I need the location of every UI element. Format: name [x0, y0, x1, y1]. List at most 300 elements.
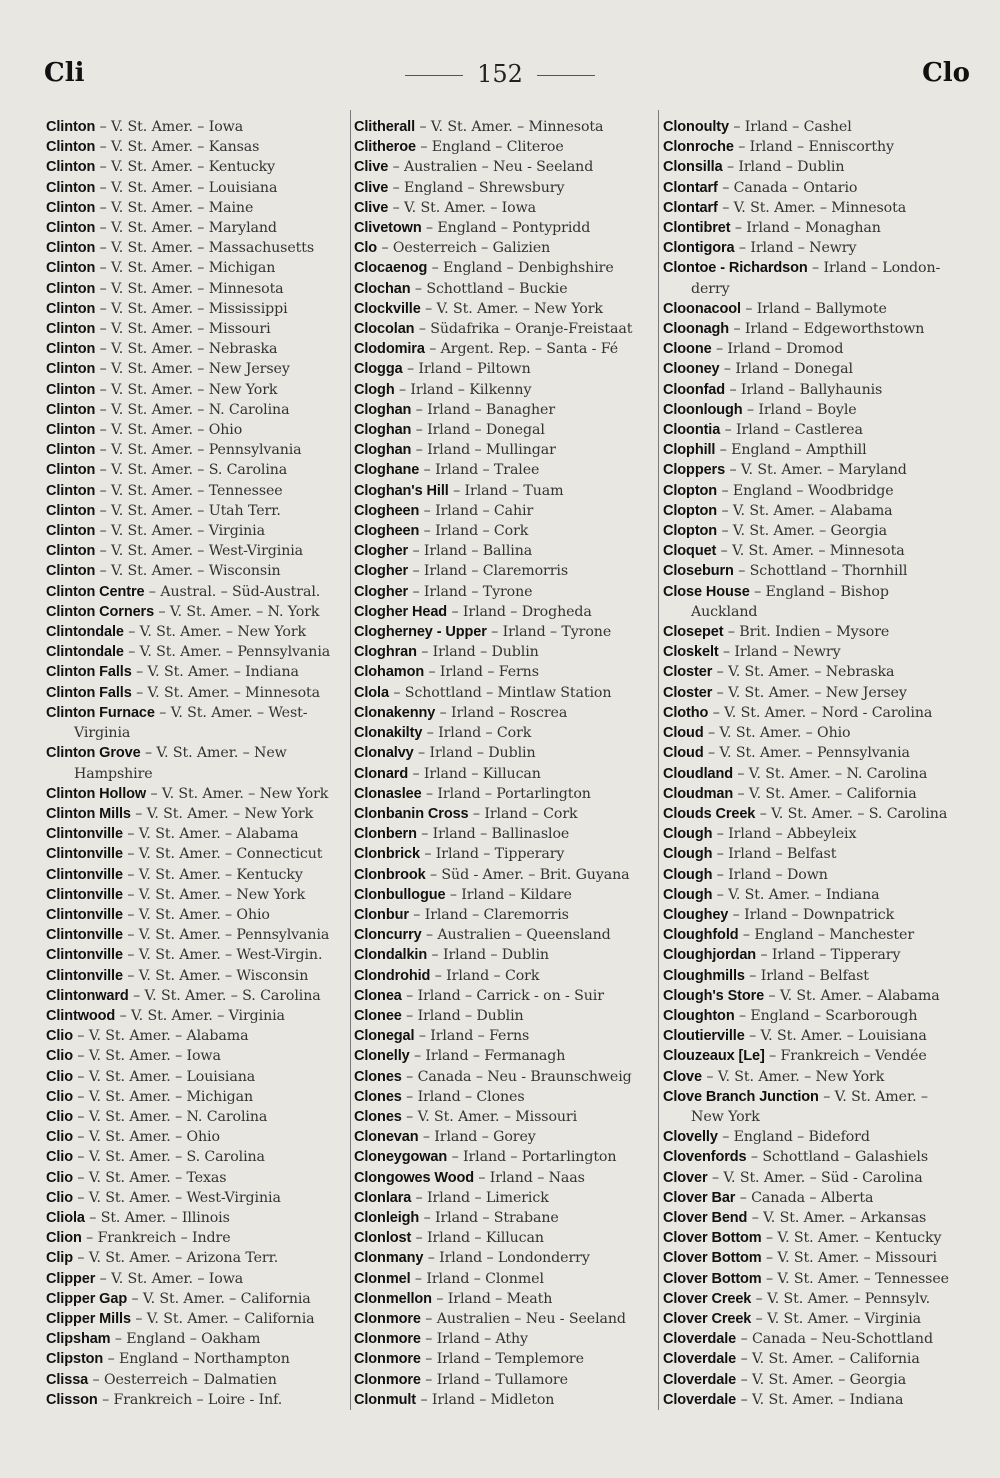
gazetteer-entry	[354, 117, 662, 137]
place-name: Clopton	[663, 502, 718, 519]
place-location: – England – Bishop	[749, 583, 889, 600]
place-location: – Irland – Cahir	[419, 502, 534, 519]
gazetteer-entry	[46, 1168, 354, 1188]
place-location: – V. St. Amer. – West-Virgin.	[122, 947, 323, 964]
gazetteer-entry	[46, 986, 354, 1006]
place-location: – Irland – Tralee	[419, 462, 540, 479]
gazetteer-entry	[354, 1026, 662, 1046]
place-name: Clough	[663, 886, 713, 903]
place-location: – V. St. Amer. – Arizona Terr.	[73, 1250, 279, 1267]
place-location: – Irland – Naas	[473, 1169, 585, 1186]
place-name: Cloghan	[354, 442, 412, 459]
place-name: Clonea	[354, 987, 402, 1004]
place-name: Cloonlough	[663, 401, 743, 418]
place-name: Clio	[46, 1048, 73, 1065]
place-name: Clontarf	[663, 199, 718, 216]
gazetteer-entry	[46, 440, 354, 460]
place-location: – V. St. Amer. – Kentucky	[761, 1230, 942, 1247]
place-name: Clonbanin Cross	[354, 805, 469, 822]
place-location: – V. St. Amer. – Iowa	[95, 119, 244, 135]
place-location: – V. St. Amer. – Maine	[95, 199, 254, 216]
place-location: – Australien – Neu - Seeland	[420, 1310, 626, 1327]
gazetteer-entry	[663, 1147, 971, 1167]
gazetteer-entry	[663, 764, 971, 784]
place-name: Clocolan	[354, 321, 415, 338]
place-name: Clintonville	[46, 866, 123, 883]
place-name: Clinton	[46, 139, 96, 156]
gazetteer-entry	[46, 1349, 354, 1369]
place-location: – Irland – Cork	[422, 725, 532, 742]
place-name: Clopton	[663, 523, 718, 540]
place-name: Cloppers	[663, 462, 726, 479]
place-location: – V. St. Amer. – Wisconsin	[122, 967, 309, 984]
gazetteer-entry	[46, 1046, 354, 1066]
place-name: Clivetown	[354, 220, 422, 237]
place-location: – Irland – Dublin	[413, 745, 536, 762]
place-name: Clongowes Wood	[354, 1169, 474, 1186]
place-location: – Austral. – Süd-Austral.	[144, 583, 321, 600]
place-location: – V. St. Amer. – New Jersey	[95, 361, 290, 378]
gazetteer-entry	[663, 1006, 971, 1026]
place-name: Clochan	[354, 280, 411, 297]
gazetteer-entry	[663, 662, 971, 682]
gazetteer-entry	[663, 1248, 971, 1268]
place-location: – Oesterreich – Galizien	[377, 240, 551, 257]
place-location: – V. St. Amer. – Iowa	[388, 199, 536, 216]
place-location: – England – Ampthill	[715, 442, 867, 459]
place-location: – Irland – Kilkenny	[394, 381, 532, 398]
place-location: – V. St. Amer. – Indiana	[736, 1391, 904, 1408]
place-name: Clonmel	[354, 1270, 411, 1287]
gazetteer-entry	[663, 501, 971, 521]
gazetteer-entry	[663, 1329, 971, 1349]
place-location: – V. St. Amer. – West-Virginia	[95, 543, 304, 560]
gazetteer-entry	[663, 723, 971, 743]
place-location: – V. St. Amer. – Kentucky	[95, 159, 276, 176]
place-location: – V. St. Amer. – Nebraska	[712, 664, 895, 681]
place-location: – Irland – Killucan	[408, 765, 541, 782]
place-location: – V. St. Amer. – Michigan	[73, 1088, 254, 1105]
place-location: – V. St. Amer. – N. Carolina	[73, 1108, 268, 1125]
place-location: – V. St. Amer. – Pennsylvania	[95, 442, 302, 459]
gazetteer-entry	[354, 683, 662, 703]
place-name: Clinton	[46, 401, 96, 418]
place-location: – Australien – Neu - Seeland	[388, 159, 594, 176]
place-location: – Canada – Ontario	[717, 179, 858, 196]
gazetteer-entry	[354, 440, 662, 460]
place-name: Cloontia	[663, 422, 721, 439]
place-location: – Irland – Piltown	[402, 361, 531, 378]
place-name: Clitheroe	[354, 139, 416, 156]
gazetteer-entry	[663, 541, 971, 561]
place-location: – V. St. Amer. – West-Virginia	[73, 1189, 281, 1206]
gazetteer-entry	[663, 1087, 971, 1107]
place-location: – V. St. Amer. – Missouri	[95, 321, 271, 338]
place-name: Clonelly	[354, 1048, 410, 1065]
place-location: – V. St. Amer. – California	[736, 1351, 920, 1368]
place-name: Clipsham	[46, 1331, 111, 1348]
place-name: Clinton Falls	[46, 664, 132, 681]
place-name: Clough	[663, 846, 713, 863]
gazetteer-entry	[354, 521, 662, 541]
place-name: Cloghane	[354, 462, 420, 479]
place-name: Clontigora	[663, 240, 735, 257]
place-location: – Irland – Ballymote	[740, 300, 887, 317]
place-location: – V. St. Amer. – Nord - Carolina	[708, 704, 933, 721]
gazetteer-entry	[663, 380, 971, 400]
place-name: Clinton	[46, 563, 96, 580]
place-name: Clipper	[46, 1270, 96, 1287]
place-name: Cloonfad	[663, 381, 726, 398]
place-name: Clinton	[46, 462, 96, 479]
place-location: – Irland – Belfast	[712, 846, 837, 863]
gazetteer-entry	[663, 602, 971, 622]
place-location: – Irland – Midleton	[416, 1391, 555, 1408]
place-name: Clio	[46, 1189, 73, 1206]
place-name: Clintonville	[46, 947, 123, 964]
place-location: – V. St. Amer. – Pennsylv.	[751, 1290, 931, 1307]
place-name: Clonegal	[354, 1028, 415, 1045]
place-location: – V. St. Amer. – New York	[123, 624, 307, 641]
place-name: Clonmore	[354, 1371, 421, 1388]
place-location: – Irland – Enniscorthy	[733, 139, 894, 156]
gazetteer-entry	[663, 1107, 971, 1127]
gazetteer-entry	[46, 1127, 354, 1147]
place-location: – V. St. Amer. – S. Carolina	[73, 1149, 265, 1166]
place-location: – V. St. Amer. – Ohio	[95, 422, 243, 439]
place-location: – V. St. Amer. – Louisiana	[95, 179, 278, 196]
place-name: Clogher Head	[354, 603, 448, 620]
gazetteer-entry	[663, 1309, 971, 1329]
place-location: – Irland – Belfast	[744, 967, 869, 984]
gazetteer-entry	[46, 743, 354, 763]
gazetteer-entry	[354, 359, 662, 379]
place-name: Clough	[663, 826, 713, 843]
place-name: Clonlara	[354, 1189, 412, 1206]
gazetteer-entry	[663, 905, 971, 925]
gazetteer-entry	[354, 198, 662, 218]
place-name: Clones	[354, 1108, 402, 1125]
place-location: – V. St. Amer. – California	[733, 785, 917, 802]
gazetteer-entry	[354, 885, 662, 905]
gazetteer-entry	[663, 642, 971, 662]
gazetteer-entry	[46, 622, 354, 642]
place-name: Clogher	[354, 563, 409, 580]
place-name: Cloverdale	[663, 1331, 737, 1348]
gazetteer-entry	[46, 178, 354, 198]
gazetteer-entry	[46, 1188, 354, 1208]
place-name: Clonmellon	[354, 1290, 432, 1307]
gazetteer-entry	[354, 945, 662, 965]
place-name: Clio	[46, 1129, 73, 1146]
gazetteer-entry	[354, 662, 662, 682]
gazetteer-entry	[46, 1067, 354, 1087]
place-location: – V. St. Amer. – Louisiana	[744, 1028, 927, 1045]
gazetteer-entry	[663, 117, 971, 137]
place-location: – V. St. Amer. – Pennsylvania	[703, 745, 910, 762]
gazetteer-entry	[354, 966, 662, 986]
place-location: – Irland – Monaghan	[730, 220, 881, 237]
place-name: Clonakenny	[354, 704, 436, 721]
place-location: – Oesterreich – Dalmatien	[88, 1371, 277, 1388]
place-location: – V. St. Amer. – New Jersey	[712, 684, 907, 701]
place-location: – Irland – Clonmel	[410, 1270, 544, 1287]
place-location: – Irland – Banagher	[411, 401, 556, 418]
place-location: – Irland – Cashel	[728, 119, 852, 135]
gazetteer-entry	[354, 1329, 662, 1349]
place-name: Clintonville	[46, 927, 123, 944]
place-location: – England – Woodbridge	[717, 482, 894, 499]
gazetteer-entry	[46, 784, 354, 804]
place-location: – V. St. Amer. – Tennessee	[95, 482, 283, 499]
gazetteer-entry	[46, 359, 354, 379]
gazetteer-entry	[354, 1168, 662, 1188]
place-location: – Irland – Kildare	[445, 886, 572, 903]
gazetteer-entry	[354, 218, 662, 238]
gazetteer-entry	[354, 400, 662, 420]
gazetteer-entry	[354, 541, 662, 561]
place-name: Clio	[46, 1149, 73, 1166]
place-name: Clooney	[663, 361, 720, 378]
gazetteer-entry	[663, 1188, 971, 1208]
place-name: Cloncurry	[354, 927, 422, 944]
gazetteer-entry	[663, 1289, 971, 1309]
place-name: Clonmore	[354, 1310, 421, 1327]
place-location: – V. St. Amer. – Nebraska	[95, 341, 278, 358]
place-location: – England – Cliteroe	[415, 139, 564, 156]
place-name: Clover Creek	[663, 1290, 752, 1307]
place-name: Clinton	[46, 321, 96, 338]
place-name: Clinton Hollow	[46, 785, 147, 802]
gazetteer-entry	[46, 1228, 354, 1248]
gazetteer-entry	[663, 966, 971, 986]
place-name: Clover Bottom	[663, 1230, 762, 1247]
gazetteer-entry	[46, 824, 354, 844]
place-location: – V. St. Amer. – Ohio	[122, 906, 270, 923]
place-location: – V. St. Amer. – Ohio	[703, 725, 851, 742]
place-name: Clonmult	[354, 1391, 417, 1408]
place-location: – Irland – Down	[712, 866, 828, 883]
gazetteer-entry	[46, 966, 354, 986]
place-location: – Irland – Tullamore	[420, 1371, 568, 1388]
place-name: Clonbrick	[354, 846, 420, 863]
gazetteer-entry	[663, 1168, 971, 1188]
place-name: Cloghan's Hill	[354, 482, 449, 499]
place-location: – V. St. Amer. – New York	[95, 381, 278, 398]
place-name: Clover Bar	[663, 1189, 736, 1206]
place-location: – V. St. Amer. –	[818, 1088, 928, 1105]
gazetteer-entry	[354, 925, 662, 945]
place-location: – V. St. Amer. – California	[130, 1310, 315, 1327]
place-location: – Irland – Ballinasloe	[416, 826, 570, 843]
gazetteer-entry	[663, 157, 971, 177]
place-name: Cloutierville	[663, 1028, 745, 1045]
gazetteer-entry	[663, 137, 971, 157]
place-location: – Südafrika – Oranje-Freistaat	[414, 321, 633, 338]
place-name: Clinton	[46, 381, 96, 398]
place-name: Clinton	[46, 543, 96, 560]
gazetteer-entry	[354, 501, 662, 521]
place-location: – V. St. Amer. – Missouri	[401, 1108, 578, 1125]
place-location: – Australien – Queensland	[421, 927, 611, 944]
place-location: – Irland – Ferns	[424, 664, 539, 681]
place-location: – V. St. Amer. – Iowa	[73, 1048, 221, 1065]
place-name: Clonaslee	[354, 785, 422, 802]
gazetteer-entry	[354, 279, 662, 299]
gazetteer-entry	[46, 319, 354, 339]
place-name: Cliola	[46, 1209, 85, 1226]
place-location: – Irland – Killucan	[411, 1230, 544, 1247]
place-name: Clogher	[354, 543, 409, 560]
place-name: Clonevan	[354, 1129, 419, 1146]
place-name: Clinton	[46, 422, 96, 439]
place-name: Close House	[663, 583, 750, 600]
place-name: Clonmore	[354, 1331, 421, 1348]
place-name: Clover Bend	[663, 1209, 748, 1226]
place-name: Clinton	[46, 220, 96, 237]
gazetteer-entry	[663, 1208, 971, 1228]
place-location: – V. St. Amer. – Kansas	[95, 139, 260, 156]
place-location: – V. St. Amer. – S. Carolina	[128, 987, 321, 1004]
gazetteer-entry	[46, 723, 354, 743]
place-location: – V. St. Amer. – Missouri	[761, 1250, 937, 1267]
gazetteer-entry	[663, 683, 971, 703]
place-name: Clio	[46, 1088, 73, 1105]
place-location: – Irland – Limerick	[411, 1189, 549, 1206]
place-location: – Irland – Dublin	[722, 159, 845, 176]
gazetteer-entry	[354, 743, 662, 763]
gazetteer-entry	[354, 258, 662, 278]
place-location: – Irland – Cork	[419, 523, 529, 540]
place-name: Clonmany	[354, 1250, 424, 1267]
running-head-right: Clo	[922, 58, 970, 88]
place-name: Clinton Furnace	[46, 704, 155, 721]
place-location: – Irland – Tipperary	[756, 947, 901, 964]
place-location: – V. St. Amer. – New York	[122, 886, 306, 903]
place-name: Clogh	[354, 381, 395, 398]
place-name: Clola	[354, 684, 389, 701]
gazetteer-entry	[663, 945, 971, 965]
gazetteer-entry	[46, 1289, 354, 1309]
gazetteer-entry	[663, 319, 971, 339]
place-location: – V. St. Amer. – Tennessee	[761, 1270, 949, 1287]
place-location: – V. St. Amer. – New York	[702, 1068, 885, 1085]
place-location: – Frankreich – Vendée	[764, 1048, 927, 1065]
place-name: Cloonagh	[663, 321, 730, 338]
place-location: – Frankreich – Indre	[81, 1230, 231, 1247]
place-location: – Irland – Dublin	[416, 644, 539, 661]
gazetteer-entry	[46, 400, 354, 420]
gazetteer-entry	[354, 1006, 662, 1026]
place-location: – Irland – Strabane	[419, 1209, 559, 1226]
place-location: – Irland – Londonderry	[423, 1250, 590, 1267]
place-name: Clo	[354, 240, 378, 257]
place-location: – V. St. Amer. – Iowa	[95, 1270, 244, 1287]
place-location: – V. St. Amer. – N. Carolina	[732, 765, 928, 782]
place-name: Cloverdale	[663, 1351, 737, 1368]
gazetteer-entry	[46, 299, 354, 319]
gazetteer-entry	[46, 218, 354, 238]
gazetteer-entry	[354, 1269, 662, 1289]
place-name: Clontarf	[663, 179, 718, 196]
gazetteer-entry	[354, 784, 662, 804]
place-location: – V. St. Amer. – New	[140, 745, 287, 762]
place-location: – Irland – Mullingar	[411, 442, 556, 459]
gazetteer-entry	[46, 885, 354, 905]
gazetteer-entry	[354, 339, 662, 359]
place-name: Clissa	[46, 1371, 89, 1388]
place-name: Clove	[663, 1068, 702, 1085]
place-location: Virginia	[74, 725, 131, 742]
gazetteer-entry	[46, 1026, 354, 1046]
place-location: – Irland – Tipperary	[419, 846, 565, 863]
place-name: Cloughfold	[663, 927, 739, 944]
place-name: Clogheen	[354, 502, 420, 519]
place-name: Cloone	[663, 341, 712, 358]
page-number	[0, 60, 1000, 88]
place-name: Clio	[46, 1028, 73, 1045]
gazetteer-entry	[354, 1248, 662, 1268]
place-name: Clonlost	[354, 1230, 412, 1247]
gazetteer-entry	[354, 1289, 662, 1309]
gazetteer-entry	[46, 764, 354, 784]
place-location: – Irland – Ferns	[414, 1028, 530, 1045]
place-name: Clinton	[46, 199, 96, 216]
place-location: – V. St. Amer. – S. Carolina	[95, 462, 288, 479]
gazetteer-entry	[354, 844, 662, 864]
place-name: Clipper Mills	[46, 1310, 131, 1327]
place-location: – Irland – Dublin	[401, 1007, 524, 1024]
place-name: Closter	[663, 664, 713, 681]
running-head-left: Cli	[44, 58, 85, 88]
place-name: Clive	[354, 159, 389, 176]
place-name: Clodomira	[354, 341, 425, 358]
place-location: – V. St. Amer. – Indiana	[712, 886, 880, 903]
place-name: Clonee	[354, 1007, 402, 1024]
gazetteer-entry	[354, 1390, 662, 1410]
place-location: – Irland – Dublin	[427, 947, 549, 964]
gazetteer-entry	[663, 824, 971, 844]
place-name: Clouzeaux [Le]	[663, 1048, 765, 1065]
place-location: – Irland – Donegal	[719, 361, 853, 378]
gazetteer-entry	[46, 380, 354, 400]
place-location: – V. St. Amer. – Wisconsin	[95, 563, 281, 580]
gazetteer-entry	[46, 945, 354, 965]
place-location: – Irland – Tyrone	[486, 624, 612, 641]
gazetteer-entry	[46, 1208, 354, 1228]
gazetteer-entry	[663, 339, 971, 359]
gazetteer-entry	[46, 137, 354, 157]
place-location: – V. St. Amer. – Indiana	[131, 664, 299, 681]
gazetteer-entry	[46, 521, 354, 541]
gazetteer-entry	[354, 703, 662, 723]
gazetteer-entry	[354, 420, 662, 440]
place-location: – V. St. Amer. – Ohio	[73, 1129, 220, 1146]
gazetteer-entry	[46, 582, 354, 602]
gazetteer-entry	[354, 460, 662, 480]
gazetteer-entry	[354, 481, 662, 501]
place-location: – V. St. Amer. – Alabama	[764, 987, 940, 1004]
place-location: – Irland – Clones	[401, 1088, 525, 1105]
place-location: – V. St. Amer. – Süd - Carolina	[707, 1169, 923, 1186]
place-name: Clontoe - Richardson	[663, 260, 808, 277]
gazetteer-entry	[354, 642, 662, 662]
place-name: Cloverdale	[663, 1371, 737, 1388]
gazetteer-entry	[46, 339, 354, 359]
gazetteer-entry	[46, 683, 354, 703]
place-location: – V. St. Amer. – California	[127, 1290, 311, 1307]
gazetteer-entry	[354, 1107, 662, 1127]
